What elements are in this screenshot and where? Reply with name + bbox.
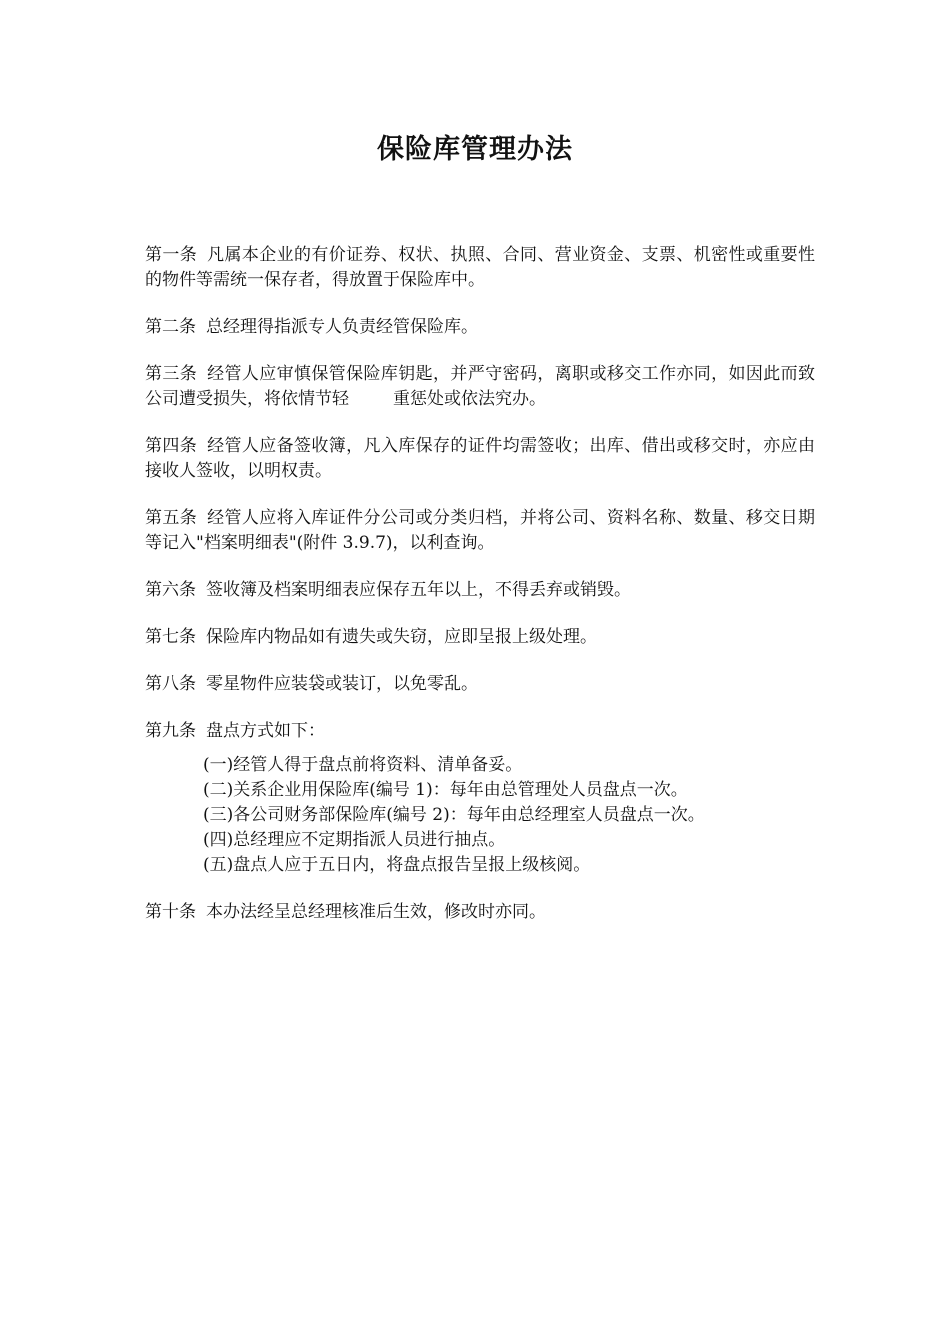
document-title: 保险库管理办法: [377, 134, 573, 165]
article-head: 第三条: [145, 364, 198, 384]
article-head: 第八条: [145, 674, 196, 694]
article-3: [145, 362, 815, 412]
article-9: [145, 719, 815, 744]
article-text: 经管人应备签收簿，凡入库保存的证件均需签收；出库、借出或移交时，亦应由接收人签收，以明权责。: [145, 436, 816, 481]
article-text: 经管人应将入库证件分公司或分类归档，并将公司、资料名称、数量、移交日期等记入"档案明细表"(附件 3.9.7)，以利查询。: [145, 508, 816, 553]
article-head: 第五条: [145, 508, 198, 528]
article-7: [145, 625, 815, 650]
list-item: (五)盘点人应于五日内，将盘点报告呈报上级核阅。: [203, 855, 591, 875]
article-head: 第一条: [145, 245, 198, 265]
article-head: 第九条: [145, 721, 196, 741]
article-head: 第四条: [145, 436, 198, 456]
article-8: [145, 672, 815, 697]
article-text: 零星物件应装袋或装订，以免零乱。: [206, 674, 478, 694]
article-4: [145, 434, 815, 484]
article-head: 第十条: [145, 902, 196, 922]
article-text: 签收簿及档案明细表应保存五年以上，不得丢弃或销毁。: [206, 580, 631, 600]
article-5: [145, 506, 815, 556]
article-text: 总经理得指派专人负责经管保险库。: [206, 317, 478, 337]
article-text: 凡属本企业的有价证券、权状、执照、合同、营业资金、支票、机密性或重要性的物件等需统一保存者，得放置于保险库中。: [145, 245, 816, 290]
article-2: [145, 315, 815, 340]
article-text: 盘点方式如下：: [206, 721, 325, 741]
list-item: (三)各公司财务部保险库(编号 2)：每年由总经理室人员盘点一次。: [203, 805, 705, 825]
list-item: (四)总经理应不定期指派人员进行抽点。: [203, 830, 506, 850]
article-6: [145, 578, 815, 603]
article-text: 本办法经呈总经理核准后生效，修改时亦同。: [206, 902, 546, 922]
article-head: 第七条: [145, 627, 196, 647]
inventory-list: [203, 753, 815, 878]
article-text: 经管人应审慎保管保险库钥匙，并严守密码，离职或移交工作亦同，如因此而致公司遭受损失，将依情节轻: [145, 364, 816, 409]
article-1: [145, 243, 815, 293]
list-item: (一)经管人得于盘点前将资料、清单备妥。: [203, 755, 523, 775]
article-text: 保险库内物品如有遗失或失窃，应即呈报上级处理。: [206, 627, 597, 647]
document-body: [145, 243, 815, 947]
article-head: 第六条: [145, 580, 196, 600]
article-text-continued: 重惩处或依法究办。: [393, 389, 546, 409]
article-head: 第二条: [145, 317, 196, 337]
article-10: [145, 900, 815, 925]
list-item: (二)关系企业用保险库(编号 1)：每年由总管理处人员盘点一次。: [203, 780, 688, 800]
